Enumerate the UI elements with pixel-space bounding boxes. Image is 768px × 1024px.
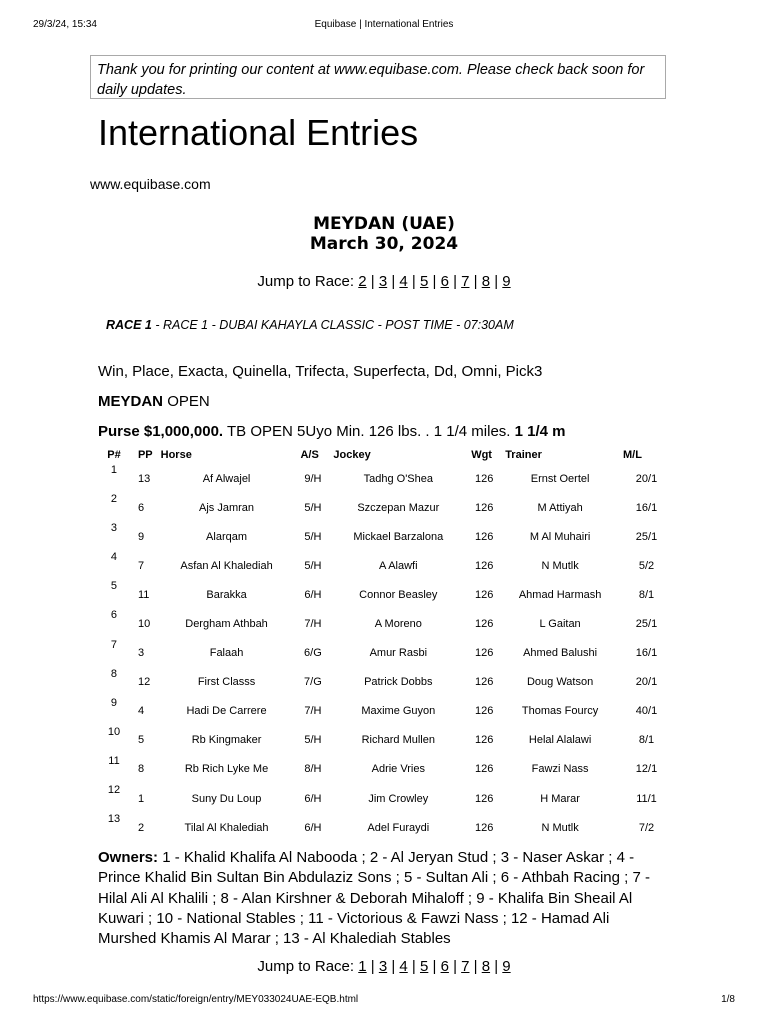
race-link-4[interactable]: 4 (399, 273, 408, 290)
race-distance: 1 1/4 m (514, 423, 566, 440)
col-header-jockey: Jockey (333, 449, 371, 461)
cell-program-number: 2 (110, 493, 118, 506)
race-link-7[interactable]: 7 (461, 273, 470, 290)
cell-weight: 126 (475, 472, 494, 485)
cell-horse-name: Alarqam (206, 530, 248, 543)
race-details: - RACE 1 - DUBAI KAHAYLA CLASSIC - POST TIME - 07:30AM (151, 318, 514, 332)
cell-weight: 126 (475, 618, 494, 631)
cell-program-number: 7 (110, 638, 118, 651)
print-notice: Thank you for printing our content at www.equibase.com. Please check back soon for daily updates. (90, 55, 666, 99)
cell-age-sex: 7/H (304, 705, 322, 718)
cell-post-position: 8 (137, 763, 145, 776)
race-link-1[interactable]: 1 (358, 958, 367, 975)
footer-page-number: 1/8 (721, 994, 735, 1005)
cell-horse-name: First Classs (197, 676, 256, 689)
cell-weight: 126 (475, 559, 494, 572)
cell-jockey: Jim Crowley (368, 792, 429, 805)
print-page-title: Equibase | International Entries (314, 19, 454, 30)
cell-trainer: Helal Alalawi (528, 734, 592, 747)
cell-post-position: 9 (137, 530, 145, 543)
table-row (94, 464, 674, 493)
cell-post-position: 12 (137, 676, 151, 689)
cell-morning-line: 12/1 (635, 763, 658, 776)
cell-program-number: 12 (107, 784, 121, 797)
cell-age-sex: 9/H (304, 472, 322, 485)
cell-program-number: 13 (107, 813, 121, 826)
jump-to-race-bottom (0, 958, 768, 975)
race-link-7[interactable]: 7 (461, 958, 470, 975)
jump-links: 2 | 3 | 4 | 5 | 6 | 7 | 8 | 9 (358, 273, 511, 290)
race-link-8[interactable]: 8 (481, 273, 491, 290)
race-link-6[interactable]: 6 (440, 958, 449, 975)
cell-program-number: 5 (110, 580, 118, 593)
race-link-5[interactable]: 5 (419, 273, 429, 290)
cell-jockey: Patrick Dobbs (364, 676, 433, 689)
table-row (94, 726, 674, 755)
race-link-8[interactable]: 8 (481, 958, 491, 975)
race-link-3[interactable]: 3 (378, 273, 388, 290)
track-name-heading: MEYDAN (UAE) (313, 214, 455, 234)
cell-weight: 126 (475, 588, 494, 601)
col-header-morning-line: M/L (623, 449, 642, 461)
cell-post-position: 11 (137, 588, 150, 601)
cell-morning-line: 25/1 (635, 618, 658, 631)
race-title-line (106, 318, 514, 332)
wager-types: Win, Place, Exacta, Quinella, Trifecta, Superfecta, Dd, Omni, Pick3 (98, 363, 543, 380)
col-header-weight: Wgt (471, 449, 492, 461)
surface-label: OPEN (167, 393, 210, 410)
cell-weight: 126 (475, 792, 494, 805)
cell-program-number: 6 (110, 609, 118, 622)
cell-program-number: 10 (107, 725, 121, 738)
race-link-9[interactable]: 9 (502, 958, 511, 975)
table-row (94, 580, 674, 609)
purse-line (98, 423, 566, 440)
cell-horse-name: Rb Rich Lyke Me (184, 763, 269, 776)
cell-trainer: M Al Muhairi (529, 530, 591, 543)
cell-weight: 126 (475, 734, 494, 747)
col-header-post-position: PP (137, 449, 153, 461)
table-row (94, 784, 674, 813)
cell-morning-line: 16/1 (635, 647, 658, 660)
cell-trainer: N Mutlk (541, 559, 579, 572)
race-link-9[interactable]: 9 (502, 273, 511, 290)
cell-program-number: 4 (110, 551, 118, 564)
cell-age-sex: 6/H (304, 792, 322, 805)
cell-post-position: 7 (137, 559, 145, 572)
col-header-program: P# (107, 449, 121, 461)
cell-trainer: Ahmed Balushi (523, 647, 598, 660)
cell-trainer: Thomas Fourcy (521, 705, 599, 718)
jump-links: 1 | 3 | 4 | 5 | 6 | 7 | 8 | 9 (358, 958, 511, 975)
cell-age-sex: 6/G (304, 647, 322, 660)
table-row (94, 522, 674, 551)
table-header-row (94, 446, 674, 464)
cell-weight: 126 (475, 705, 494, 718)
track-surface-line (98, 393, 210, 410)
cell-horse-name: Tilal Al Khalediah (184, 821, 269, 834)
cell-jockey: Richard Mullen (361, 734, 435, 747)
cell-horse-name: Dergham Athbah (185, 618, 268, 631)
table-row (94, 609, 674, 638)
cell-program-number: 1 (110, 464, 118, 476)
cell-age-sex: 8/H (304, 763, 322, 776)
cell-weight: 126 (475, 763, 494, 776)
cell-post-position: 5 (137, 734, 145, 747)
cell-jockey: Maxime Guyon (361, 705, 436, 718)
race-conditions: TB OPEN 5Uyo Min. 126 lbs. . 1 1/4 miles. (227, 423, 511, 440)
cell-post-position: 3 (137, 647, 145, 660)
cell-horse-name: Suny Du Loup (191, 792, 262, 805)
cell-program-number: 8 (110, 667, 118, 680)
race-number: RACE 1 (106, 318, 152, 332)
cell-age-sex: 7/H (304, 618, 322, 631)
cell-trainer: L Gaitan (539, 618, 581, 631)
cell-age-sex: 7/G (304, 676, 322, 689)
cell-morning-line: 5/2 (638, 559, 655, 572)
cell-horse-name: Ajs Jamran (199, 501, 255, 514)
cell-trainer: Doug Watson (526, 676, 594, 689)
cell-morning-line: 7/2 (638, 821, 655, 834)
cell-trainer: Ahmad Harmash (518, 588, 602, 601)
cell-weight: 126 (475, 501, 494, 514)
cell-horse-name: Hadi De Carrere (186, 705, 267, 718)
cell-trainer: Fawzi Nass (531, 763, 589, 776)
cell-age-sex: 5/H (304, 559, 322, 572)
col-header-trainer: Trainer (505, 449, 542, 461)
track-name: MEYDAN (98, 393, 164, 410)
owners-list (98, 848, 658, 949)
jump-to-race-top (0, 273, 768, 290)
cell-age-sex: 6/H (304, 821, 322, 834)
cell-post-position: 1 (137, 792, 145, 805)
race-date-heading: March 30, 2024 (309, 234, 459, 254)
cell-weight: 126 (475, 821, 494, 834)
cell-program-number: 9 (110, 696, 118, 709)
owners-label: Owners: (98, 849, 159, 866)
table-row (94, 697, 674, 726)
jump-label: Jump to Race: (257, 273, 355, 290)
cell-trainer: M Attiyah (537, 501, 583, 514)
cell-horse-name: Rb Kingmaker (191, 734, 262, 747)
footer-url: https://www.equibase.com/static/foreign/entry/MEY033024UAE-EQB.html (33, 994, 359, 1005)
cell-weight: 126 (475, 530, 494, 543)
cell-morning-line: 8/1 (638, 588, 655, 601)
cell-jockey: Szczepan Mazur (357, 501, 440, 514)
table-row (94, 493, 674, 522)
cell-program-number: 11 (108, 754, 120, 767)
cell-trainer: N Mutlk (541, 821, 579, 834)
cell-jockey: Connor Beasley (359, 588, 438, 601)
cell-weight: 126 (475, 647, 494, 660)
cell-program-number: 3 (110, 522, 118, 535)
cell-horse-name: Falaah (209, 647, 244, 660)
cell-horse-name: Asfan Al Khalediah (180, 559, 273, 572)
race-link-3[interactable]: 3 (378, 958, 388, 975)
cell-morning-line: 11/1 (636, 792, 657, 805)
cell-trainer: Ernst Oertel (530, 472, 590, 485)
entries-table (94, 446, 674, 842)
cell-age-sex: 5/H (304, 734, 322, 747)
col-header-horse: Horse (160, 449, 192, 461)
cell-trainer: H Marar (540, 792, 580, 805)
cell-morning-line: 20/1 (635, 676, 658, 689)
cell-horse-name: Barakka (206, 588, 247, 601)
cell-jockey: Adel Furaydi (367, 821, 430, 834)
cell-morning-line: 16/1 (635, 501, 658, 514)
cell-jockey: Tadhg O'Shea (363, 472, 433, 485)
cell-age-sex: 5/H (304, 530, 322, 543)
cell-post-position: 10 (137, 618, 151, 631)
cell-jockey: Adrie Vries (371, 763, 425, 776)
cell-jockey: Amur Rasbi (369, 647, 428, 660)
page-title: International Entries (98, 112, 419, 153)
race-link-2[interactable]: 2 (358, 273, 367, 290)
jump-label: Jump to Race: (257, 958, 355, 975)
cell-horse-name: Af Alwajel (202, 472, 251, 485)
table-row (94, 551, 674, 580)
cell-morning-line: 40/1 (635, 705, 658, 718)
cell-morning-line: 8/1 (638, 734, 655, 747)
owners-text: 1 - Khalid Khalifa Al Nabooda ; 2 - Al Jeryan Stud ; 3 - Naser Askar ; 4 - Prince Khalid Bin Sultan Bin Abdulaziz Sons ; 5 - Sultan Ali ; 6 - Athbah Racing ; 7 - Hilal Ali Al Khalili ; 8 - Alan Kirshner & Deborah Mihaloff ; 9 - Khalifa Bin Sheail Al Kuwari ; 10 - National Stables ; 11 - Victorious & Fawzi Nass ; 12 - Hamad Ali Murshed Khamis Al Marar ; 13 - Al Khalediah Stables (98, 849, 650, 948)
race-link-4[interactable]: 4 (399, 958, 408, 975)
race-link-5[interactable]: 5 (419, 958, 429, 975)
cell-morning-line: 25/1 (635, 530, 658, 543)
cell-age-sex: 5/H (304, 501, 322, 514)
cell-post-position: 13 (137, 472, 151, 485)
table-row (94, 639, 674, 668)
table-row (94, 755, 674, 784)
col-header-age-sex: A/S (300, 449, 319, 461)
cell-post-position: 2 (137, 821, 145, 834)
track-heading (0, 214, 768, 254)
cell-post-position: 6 (137, 501, 145, 514)
purse-amount: Purse $1,000,000. (98, 423, 224, 440)
site-url: www.equibase.com (90, 176, 211, 192)
cell-morning-line: 20/1 (635, 472, 658, 485)
race-link-6[interactable]: 6 (440, 273, 449, 290)
cell-age-sex: 6/H (304, 588, 322, 601)
table-row (94, 668, 674, 697)
cell-jockey: A Alawfi (379, 559, 418, 572)
cell-jockey: A Moreno (374, 618, 422, 631)
cell-jockey: Mickael Barzalona (353, 530, 444, 543)
table-row (94, 813, 674, 842)
cell-post-position: 4 (137, 705, 145, 718)
print-datetime: 29/3/24, 15:34 (33, 19, 97, 30)
cell-weight: 126 (475, 676, 494, 689)
